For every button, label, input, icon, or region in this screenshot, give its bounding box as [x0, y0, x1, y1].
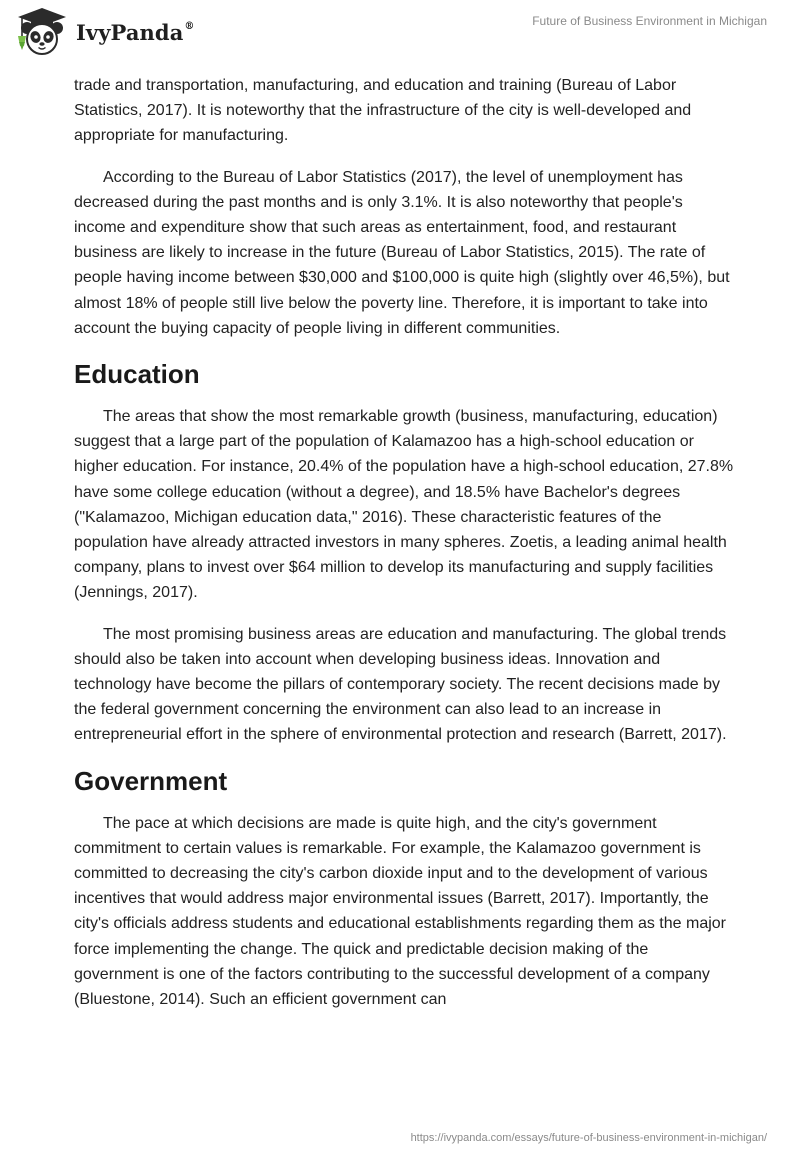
panda-graduate-icon [14, 6, 70, 56]
heading-education: Education [74, 359, 200, 390]
paragraph-continued: trade and transportation, manufacturing, and education and training (Bureau of Labor Statistics, 2017). It is noteworthy that the infrastructure of the city is well-developed and appropriate for manufacturing. [74, 77, 692, 145]
document-title: Future of Business Environment in Michigan [532, 14, 767, 28]
paragraph-education-growth: The areas that show the most remarkable growth (business, manufacturing, education) suggest that a large part of the population of Kalamazoo has a high-school education or higher education. For instance, 20.4% of the population have a high-school education, 27.8% have some college education (without a degree), and 18.5% have Bachelor's degrees ("Kalamazoo, Michigan education data," 2016). These characteristic features of the population have already attracted investors in many spheres. Zoetis, a leading animal health company, plans to invest over $64 million to develop its manufacturing and supply facilities (Jennings, 2017). [74, 408, 734, 602]
brand-name: IvyPanda® [76, 19, 195, 45]
paragraph-unemployment: According to the Bureau of Labor Statistics (2017), the level of unemployment has decreased during the past months and is only 3.1%. It is also noteworthy that people's income and expenditure show that such areas as entertainment, food, and restaurant business are likely to increase in the future (Bureau of Labor Statistics, 2015). The rate of people having income between $30,000 and $100,000 is quite high (slightly over 46,5%), but almost 18% of people still live below the poverty line. Therefore, it is important to take into account the buying capacity of people living in different communities. [74, 168, 730, 337]
paragraph-government: The pace at which decisions are made is quite high, and the city's government commitment to certain values is remarkable. For example, the Kalamazoo government is committed to decreasing the city's carbon dioxide input and to the development of various incentives that would address major environmental issues (Barrett, 2017). Importantly, the city's officials address students and educational establishments regarding them as the major force implementing the change. The quick and predictable decision making of the government is one of the factors contributing to the successful development of a company (Bluestone, 2014). Such an efficient government can [74, 814, 726, 1009]
heading-government: Government [74, 765, 228, 796]
essay-content [74, 73, 734, 1028]
ivypanda-logo[interactable] [14, 6, 195, 56]
source-url[interactable]: https://ivypanda.com/essays/future-of-business-environment-in-michigan/ [410, 1132, 767, 1144]
registered-mark: ® [184, 20, 195, 32]
paragraph-business-areas: The most promising business areas are education and manufacturing. The global trends should also be taken into account when developing business ideas. Innovation and technology have become the pillars of contemporary society. The recent decisions made by the federal government concerning the environment can also lead to an increase in entrepreneurial effort in the sphere of environmental protection and research (Barrett, 2017). [74, 625, 727, 744]
page-header [0, 0, 800, 64]
